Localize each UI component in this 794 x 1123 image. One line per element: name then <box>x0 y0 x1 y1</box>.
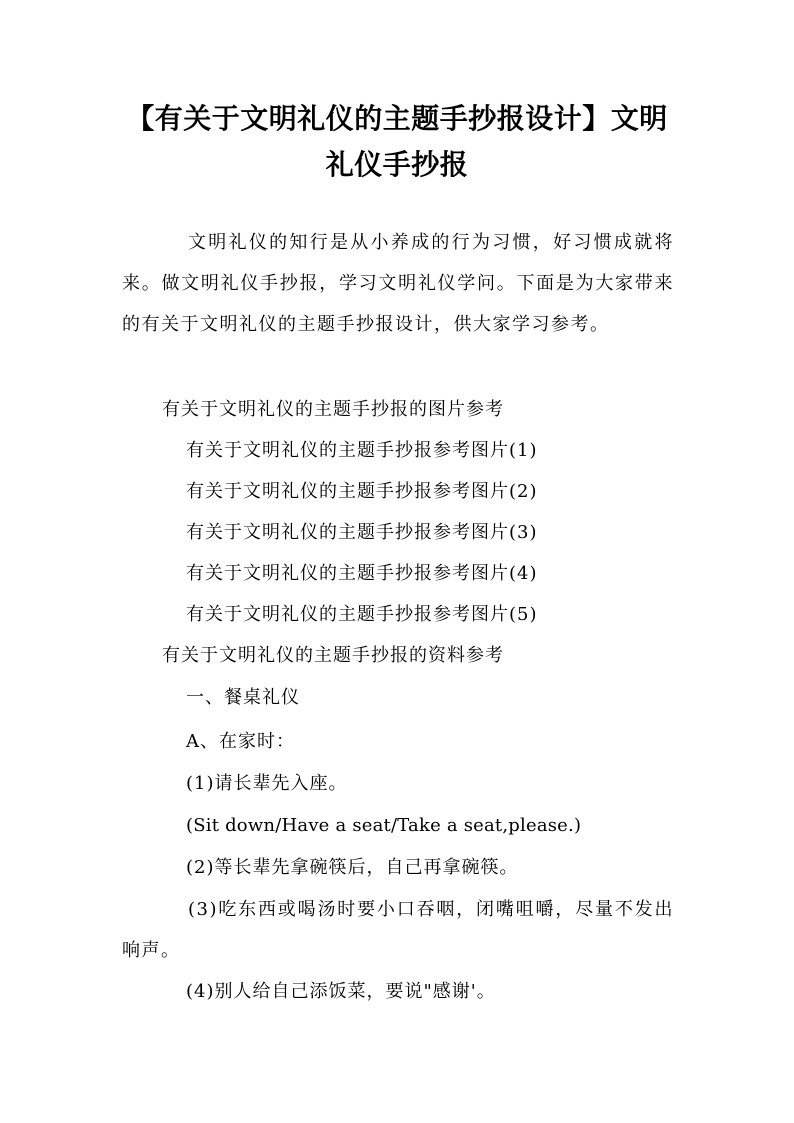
list-item-3: (3)吃东西或喝汤时要小口吞咽，闭嘴咀嚼，尽量不发出响声。 <box>122 899 674 961</box>
subheading-at-home: A、在家时： <box>186 731 295 752</box>
list-item-2: (2)等长辈先拿碗筷后，自己再拿碗筷。 <box>186 857 519 878</box>
list-item-1-english: (Sit down/Have a seat/Take a seat,please.) <box>186 815 582 836</box>
heading-table-manners: 一、餐桌礼仪 <box>186 687 300 708</box>
image-reference-1: 有关于文明礼仪的主题手抄报参考图片(1) <box>186 440 538 461</box>
image-reference-5: 有关于文明礼仪的主题手抄报参考图片(5) <box>186 604 538 625</box>
list-item-1: (1)请长辈先入座。 <box>186 773 348 794</box>
image-reference-3: 有关于文明礼仪的主题手抄报参考图片(3) <box>186 522 538 543</box>
image-reference-2: 有关于文明礼仪的主题手抄报参考图片(2) <box>186 481 538 502</box>
intro-paragraph: 文明礼仪的知行是从小养成的行为习惯，好习惯成就将来。做文明礼仪手抄报，学习文明礼仪学问。下面是为大家带来的有关于文明礼仪的主题手抄报设计，供大家学习参考。 <box>122 232 674 335</box>
document-title: 【有关于文明礼仪的主题手抄报设计】文明礼仪手抄报 <box>126 102 668 181</box>
section-heading-images: 有关于文明礼仪的主题手抄报的图片参考 <box>162 399 504 420</box>
section-heading-materials: 有关于文明礼仪的主题手抄报的资料参考 <box>162 645 504 666</box>
image-reference-4: 有关于文明礼仪的主题手抄报参考图片(4) <box>186 563 538 584</box>
list-item-4: (4)别人给自己添饭菜，要说"感谢'。 <box>186 981 496 1002</box>
